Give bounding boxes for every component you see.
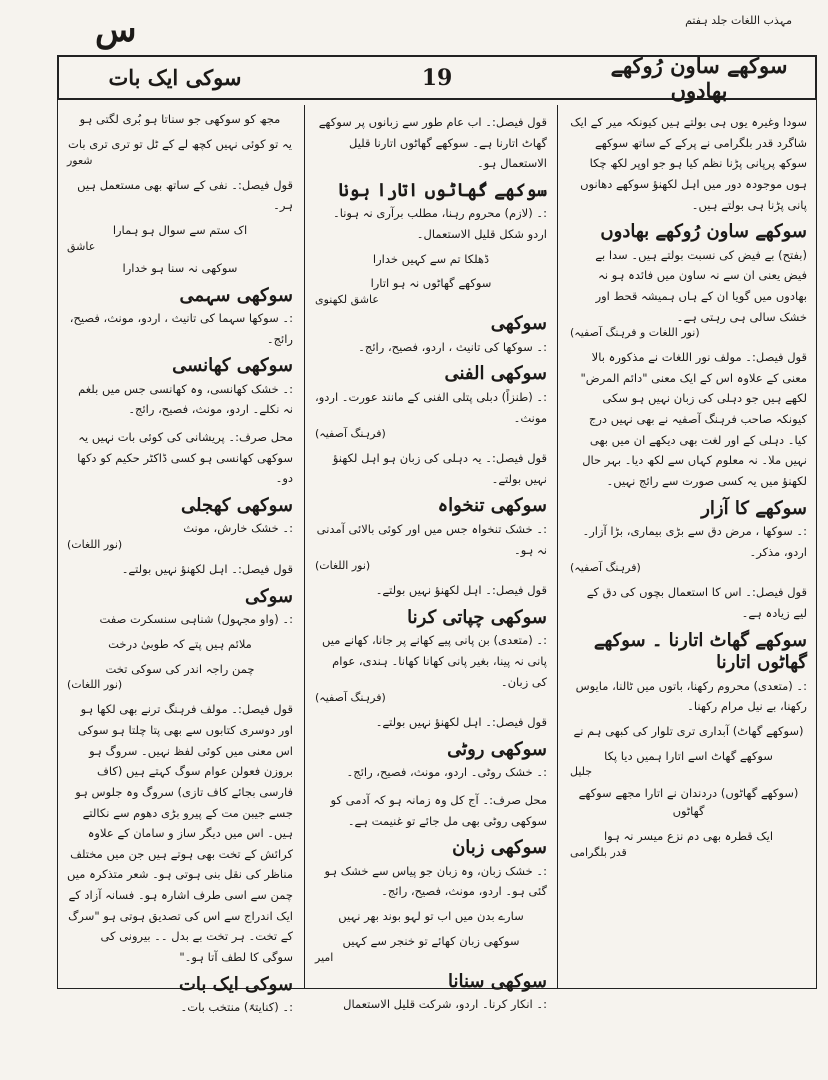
definition-text: :۔ خشک کھانسی، وہ کھانسی جس میں بلغم نہ نکلے۔ اردو، مونث، فصیح، رائج۔ — [78, 381, 293, 417]
definition-text: :۔ (متعدی) بن پانی پیے کھانے پر جانا، کھانے میں پانی نہ پینا، بغیر پانی کھانا کھانا۔ ہندی، عوام کی زبان۔ — [322, 633, 547, 689]
definition-text: قول فیصل:۔ اہل لکھنؤ نہیں بولتے۔ — [375, 715, 547, 730]
entry-text — [315, 711, 547, 732]
dictionary-entry — [315, 363, 547, 440]
poet-name: عاشق لکھنوی — [315, 293, 379, 307]
headword: سوکھی تنخواہ — [437, 495, 547, 517]
headword: سوکھی الفنی — [444, 363, 547, 385]
headword: سوکی ایک بات — [178, 973, 293, 995]
verse-line — [315, 908, 547, 926]
dictionary-entry — [315, 739, 547, 782]
verse-line — [67, 222, 293, 253]
definition-text: :۔ خشک زبان، وہ زبان جو پیاس سے خشک ہو گئی ہو۔ اردو، مونث، فصیح، رائج۔ — [324, 863, 547, 899]
definition-text: محل صرف:۔ آج کل وہ زمانہ ہو کہ آدمی کو سوکھی روٹی بھی مل جائے تو غنیمت ہے۔ — [330, 792, 547, 828]
dictionary-entry — [315, 837, 547, 901]
verse-text: سوکھی زبان کھائے تو خنجر سے کہیں — [342, 933, 520, 948]
entry-text — [67, 698, 293, 966]
definition-text: :۔ خشک خارش، مونث — [183, 521, 293, 536]
entry-text — [315, 579, 547, 600]
header-first-headword: سوکھے ساون رُوکھے بھادوں — [610, 52, 788, 103]
verse-text: سوکھے گھاٹ اسے اتارا ہمیں دیا پکا — [604, 748, 773, 763]
definition-text: قول فیصل:۔ یہ دہلی کی زبان ہو اہل لکھنؤ نہیں بولتے۔ — [332, 451, 547, 486]
definition-text: قول فیصل:۔ اس کا استعمال بچوں کی دق کے لیے زیادہ ہے۔ — [586, 585, 807, 620]
verse-text: سوکھے گھاٹوں نہ ہو اتارا — [370, 276, 492, 291]
source-reference: (فرہنگ آصفیہ) — [570, 561, 641, 575]
headword: سوکھی چپاتی کرنا — [407, 606, 547, 628]
dictionary-entry — [570, 630, 807, 716]
source-reference: (نور اللغات) — [315, 559, 371, 573]
dictionary-entry — [67, 586, 293, 629]
verse-text: ڈھلکا تم سے کہیں خدارا — [372, 251, 490, 266]
verse-line — [67, 260, 293, 278]
source-reference: (فرہنگ آصفیہ) — [315, 691, 386, 705]
headword: سوکھی زبان — [452, 837, 547, 859]
poet-name: امیر — [315, 950, 334, 964]
verse-text: مجھ کو سوکھی جو سناتا ہو بُری لگتی ہو — [79, 112, 281, 126]
entry-text — [67, 426, 293, 488]
verse-line — [67, 111, 293, 129]
source-reference: (نور اللغات و فرہنگ آصفیہ) — [570, 326, 700, 340]
headword: سوکھی — [490, 313, 547, 335]
entry-text — [67, 558, 293, 579]
headword: سوکھی روٹی — [447, 738, 547, 760]
dictionary-entry — [570, 221, 807, 339]
verse-text: ملائم ہیں پتے کہ طوبیٰ درخت — [108, 636, 252, 651]
definition-text: محل صرف:۔ پریشانی کی کوئی بات نہیں یہ سوکھی کھانسی ہو کسی ڈاکٹر حکیم کو دکھا دو۔ — [77, 430, 293, 486]
headword: سوکھے گھاٹ اتارنا ۔ سوکھے گھاٹوں اتارنا — [593, 629, 807, 673]
verse-line — [315, 251, 547, 269]
poet-name: شعور — [67, 153, 93, 167]
source-reference: (نور اللغات) — [67, 538, 123, 551]
verse-text: چمن راجہ اندر کی سوکی تخت — [105, 661, 255, 676]
column-middle — [305, 105, 557, 1011]
definition-text: قول فیصل:۔ اہل لکھنؤ نہیں بولتے۔ — [375, 583, 547, 598]
header-last-headword: سوکی ایک بات — [108, 65, 242, 90]
headword: سوکی — [245, 585, 293, 607]
definition-text: :۔ (کنایتہً) منتخب بات۔ — [180, 1000, 293, 1014]
page-header — [57, 52, 817, 103]
definition-text: :۔ (طنزاً) دبلی پتلی الفنی کے مانند عورت۔ اردو، مونث۔ — [315, 389, 547, 425]
poet-name: قدر بلگرامی — [570, 845, 627, 859]
dictionary-entry — [315, 313, 547, 356]
column-left — [57, 105, 303, 1014]
dictionary-entry — [67, 974, 293, 1017]
definition-text: :۔ (متعدی) محروم رکھنا، باتوں میں ٹالنا، مایوس رکھنا، بے نیل مرام رکھنا۔ — [575, 678, 807, 714]
verse-line — [67, 636, 293, 654]
dictionary-entry — [315, 971, 547, 1014]
headword: سوکھی کھانسی — [172, 355, 293, 377]
headword: سوکھے گھاٹوں اتارا ہونا — [338, 179, 547, 201]
headword: سوکھی سہمی — [179, 284, 293, 306]
verse-text: (سوکھے گھاٹ) آبداری تری تلوار کی کبھی ہم نے — [573, 723, 804, 738]
definition-text: (بفتح) بے فیض کی نسبت بولتے ہیں۔ سدا بے فیض یعنی ان سے نہ ساون میں فائدہ ہو نہ بھادوں میں گویا ان کے ہاں ہمیشہ قحط اور خشک سالی ہی رہتی ہے۔ — [595, 247, 807, 324]
source-reference: (فرہنگ آصفیہ) — [315, 427, 386, 441]
column-rule-right — [557, 105, 558, 988]
definition-text: :۔ خشک تنخواہ جس میں اور کوئی بالائی آمدنی نہ ہو۔ — [316, 521, 547, 557]
headword: سوکھے ساون رُوکھے بھادوں — [600, 221, 807, 243]
page-number: 19 — [421, 64, 453, 91]
verse-text: ایک قطرہ بھی دم نزع میسر نہ ہوا — [603, 829, 774, 843]
definition-text: :۔ سوکھا سہما کی تانیث ، اردو، مونث، فصیح، رائج۔ — [69, 311, 293, 346]
dictionary-entry — [315, 607, 547, 704]
definition-text: قول فیصل:۔ اہل لکھنؤ نہیں بولتے۔ — [121, 562, 293, 576]
verse-line — [67, 661, 293, 692]
poet-name: جلیل — [570, 765, 593, 779]
running-head: مہذب اللغات جلد ہفتم — [685, 14, 792, 27]
verse-text: (سوکھے گھاٹوں) دردندان نے اتارا مجھے سوکھے گھاٹوں — [578, 786, 799, 819]
poet-name: (نور اللغات) — [67, 678, 123, 692]
definition-text: :۔ (واو مجہول) شناہی سنسکرت صفت — [99, 612, 293, 627]
definition-text: قول فیصل:۔ اب عام طور سے زبانوں پر سوکھے گھاٹ اتارنا ہے۔ سوکھے گھاٹوں اتارنا قلیل الاستعمال ہو۔ — [318, 115, 547, 171]
entry-text — [570, 111, 807, 214]
poet-name: عاشق — [67, 239, 96, 253]
entry-text — [315, 789, 547, 830]
verse-line — [67, 136, 293, 167]
verse-text: سارے بدن میں اب تو لہو بوند بھر نہیں — [338, 908, 524, 923]
column-right — [560, 105, 817, 988]
entry-text — [570, 581, 807, 622]
verse-text: یہ تو کوئی نہیں کچھ لے کے ٹل تو تری تری بات — [68, 136, 292, 151]
definition-text: قول فیصل:۔ نفی کے ساتھ بھی مستعمل ہیں ہر۔ — [77, 177, 293, 213]
entry-text — [315, 447, 547, 488]
definition-text: قول فیصل:۔ مولف نور اللغات نے مذکورہ بالا معنی کے علاوہ اس کے ایک معنی "دائم المرض" لکھے ہیں جو دہلی کی زبان نہیں ہو سکی کیونکہ صاحب فرہنگ آصفیہ نے بھی نہیں درج کیا۔ دہلی کے اور لغت بھی دیکھے ان میں بھی نہیں ملا۔ نہ معلوم کہاں سے لکھ دیا۔ بہر حال لکھنؤ میں یہ کسی صورت سے رائج نہیں۔ — [580, 350, 807, 488]
dictionary-entry — [315, 180, 547, 244]
dictionary-entry — [67, 355, 293, 419]
verse-line — [570, 748, 807, 779]
definition-text: :۔ سوکھا ، مرض دق سے بڑی بیماری، بڑا آزار۔ اردو، مذکر۔ — [582, 524, 807, 559]
definition-text: :۔ خشک روٹی۔ اردو، مونث، فصیح، رائج۔ — [346, 765, 547, 780]
verse-line — [570, 723, 807, 741]
verse-line — [315, 933, 547, 964]
headword: سوکھے کا آزار — [701, 497, 807, 519]
entry-text — [570, 346, 807, 490]
dictionary-entry — [67, 285, 293, 349]
dictionary-entry — [315, 495, 547, 572]
definition-text: :۔ سوکھا کی تانیث ، اردو، فصیح، رائج۔ — [358, 339, 547, 354]
definition-text: سودا وغیرہ یوں ہی بولتے ہیں کیونکہ میر کے ایک شاگرد قدر بلگرامی نے پرکے کے ساتھ سوکھے سوکھ پرپانی پڑنا نظم کیا ہو جو اوپر لکھ چکا ہوں موجودہ دور میں اہل لکھنؤ سوکھے دھانوں پانی پڑنا ہی بولتے ہیں۔ — [570, 115, 807, 212]
headword: سوکھی سنانا — [447, 970, 547, 992]
verse-text: سوکھی نہ سنا ہو خدارا — [122, 260, 238, 275]
definition-text: قول فیصل:۔ مولف فرہنگ ترنے بھی لکھا ہو اور دوسری کتابوں سے بھی پتا چلتا ہو سوکی اس معنی میں کوئی لفظ نہیں۔ سروگ ہو بروزن فعولن عوام سوگ کہتے ہیں (کاف فارسی بجائے کاف تازی) سروگ وہ جلوس ہو جسے جیبن مت کے پیرو بڑی دھوم سے نکالتے ہیں۔ اس میں دیگر ساز و سامان کے علاوہ کرائش کے تخت بھی ہوتے ہیں جن میں مختلف مناظر کی نقل بنی ہوتی ہو۔ شعر متذکرہ میں چمن سے اسی طرف اشارہ ہو۔ فسانہ آزاد کے ایک اندراج سے اس کی تصدیق ہوتی ہو "سرگ کے تخت۔ ہر تخت بے بدل ۔۔ بیرونی کی سوگی کا لطف آتا ہو۔" — [67, 702, 293, 964]
verse-line — [570, 785, 807, 821]
dictionary-entry — [67, 495, 293, 551]
section-letter: س — [95, 10, 137, 50]
verse-line — [570, 828, 807, 859]
verse-text: اک ستم سے سوال ہو ہمارا — [112, 222, 248, 237]
dictionary-entry — [570, 498, 807, 575]
entry-text — [315, 111, 547, 173]
headword: سوکھی کھجلی — [181, 494, 293, 516]
definition-text: :۔ انکار کرنا۔ اردو، شرکت قلیل الاستعمال — [343, 997, 547, 1011]
verse-line — [315, 275, 547, 306]
entry-text — [67, 174, 293, 215]
definition-text: :۔ (لازم) محروم رہنا، مطلب برآری نہ ہونا۔ اردو شکل قلیل الاستعمال۔ — [332, 206, 547, 241]
